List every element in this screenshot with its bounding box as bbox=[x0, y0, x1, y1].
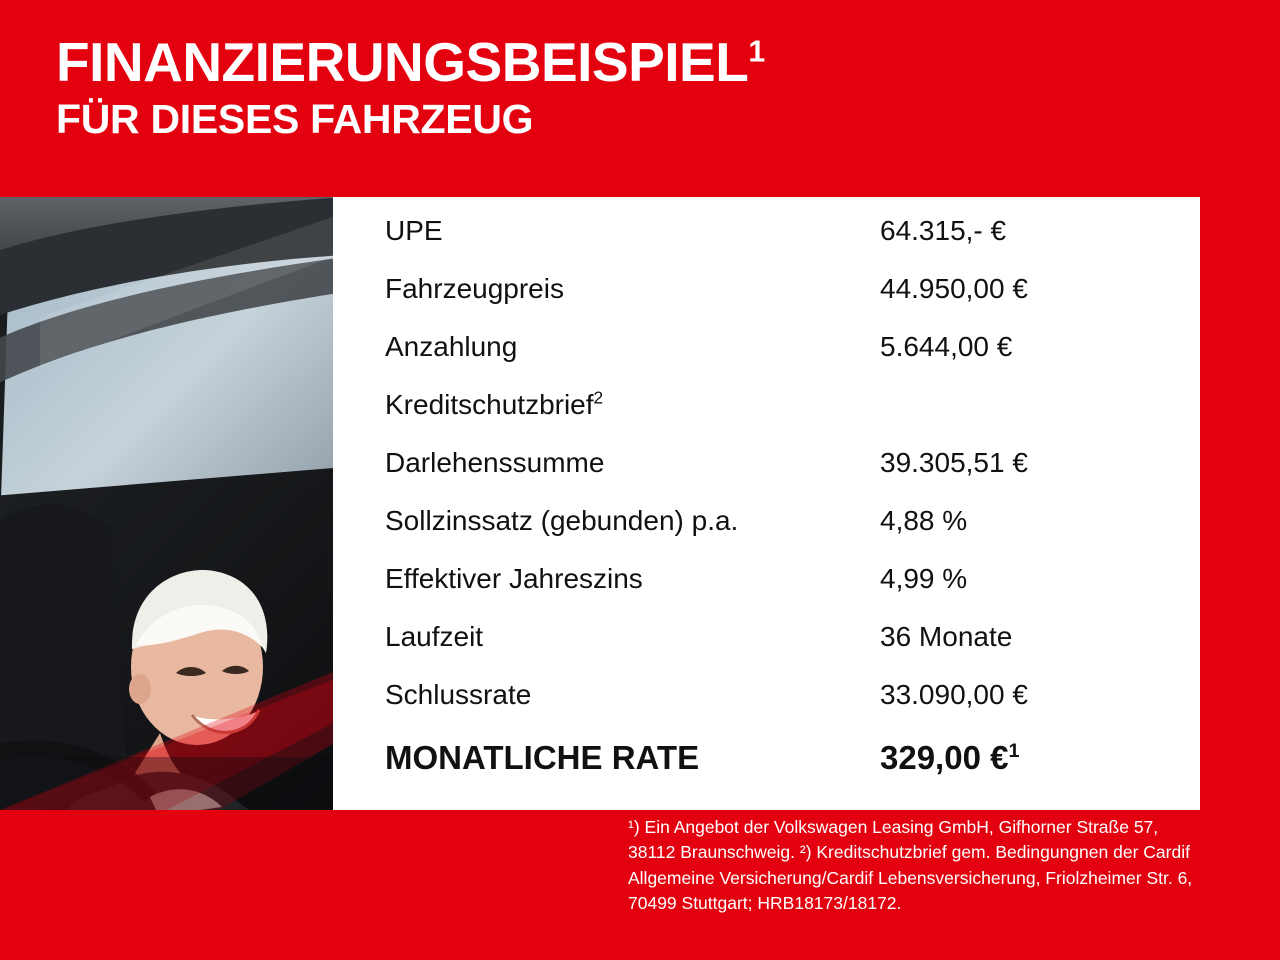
row-label-text: Sollzinssatz (gebunden) p.a. bbox=[385, 505, 739, 536]
row-value: 64.315,- € bbox=[880, 215, 1007, 246]
page-subtitle: FÜR DIESES FAHRZEUG bbox=[56, 96, 534, 143]
vehicle-photo-illustration bbox=[0, 197, 333, 810]
table-row bbox=[385, 331, 1180, 389]
row-label-text: Fahrzeugpreis bbox=[385, 273, 564, 304]
row-label bbox=[385, 273, 880, 305]
row-label-text: UPE bbox=[385, 215, 443, 246]
monthly-rate-value bbox=[880, 739, 1019, 777]
row-label bbox=[385, 331, 880, 363]
row-value: 5.644,00 € bbox=[880, 331, 1013, 362]
page-title bbox=[56, 31, 1240, 93]
row-label bbox=[385, 679, 880, 711]
row-label bbox=[385, 389, 880, 421]
page-title-text: FINANZIERUNGSBEISPIEL bbox=[56, 31, 749, 93]
vehicle-photo bbox=[0, 197, 333, 810]
row-value: 36 Monate bbox=[880, 621, 1013, 652]
row-footnote-marker: 2 bbox=[593, 387, 604, 408]
legal-footnote: ¹) Ein Angebot der Volkswagen Leasing GmbH, Gifhorner Straße 57, 38112 Braunschweig. ²) Kreditschutzbrief gem. Bedingungnen der Cardif Allgemeine Versicherung/Cardif Lebensversicherung, Friolzheimer Str. 6, 70499 Stuttgart; HRB18173/18172. bbox=[628, 817, 1193, 914]
table-row bbox=[385, 563, 1180, 621]
row-label bbox=[385, 563, 880, 595]
table-row bbox=[385, 447, 1180, 505]
row-value: 4,88 % bbox=[880, 505, 968, 536]
row-label-text: Schlussrate bbox=[385, 679, 532, 710]
row-label bbox=[385, 505, 880, 537]
table-row bbox=[385, 389, 1180, 447]
table-row bbox=[385, 505, 1180, 563]
monthly-rate-amount: 329,00 € bbox=[880, 739, 1009, 776]
monthly-rate-row bbox=[385, 739, 1180, 799]
table-row bbox=[385, 273, 1180, 331]
table-row bbox=[385, 679, 1180, 737]
row-label bbox=[385, 447, 880, 479]
finance-table bbox=[385, 215, 1180, 799]
row-label-text: Effektiver Jahreszins bbox=[385, 563, 643, 594]
row-label bbox=[385, 621, 880, 653]
row-label-text: Anzahlung bbox=[385, 331, 518, 362]
row-value: 44.950,00 € bbox=[880, 273, 1028, 304]
row-label-text: Kreditschutzbrief bbox=[385, 389, 594, 420]
monthly-rate-label: MONATLICHE RATE bbox=[385, 739, 700, 776]
monthly-rate-footnote-marker: 1 bbox=[1008, 740, 1020, 762]
poster-header bbox=[56, 31, 1240, 143]
finance-table-panel bbox=[333, 197, 1200, 810]
page-title-footnote-marker: 1 bbox=[748, 35, 765, 69]
row-label-text: Laufzeit bbox=[385, 621, 484, 652]
row-value: 4,99 % bbox=[880, 563, 968, 594]
row-value: 33.090,00 € bbox=[880, 679, 1028, 710]
row-value: 39.305,51 € bbox=[880, 447, 1028, 478]
row-label bbox=[385, 215, 880, 247]
table-row bbox=[385, 215, 1180, 273]
table-row bbox=[385, 621, 1180, 679]
row-label-text: Darlehenssumme bbox=[385, 447, 605, 478]
